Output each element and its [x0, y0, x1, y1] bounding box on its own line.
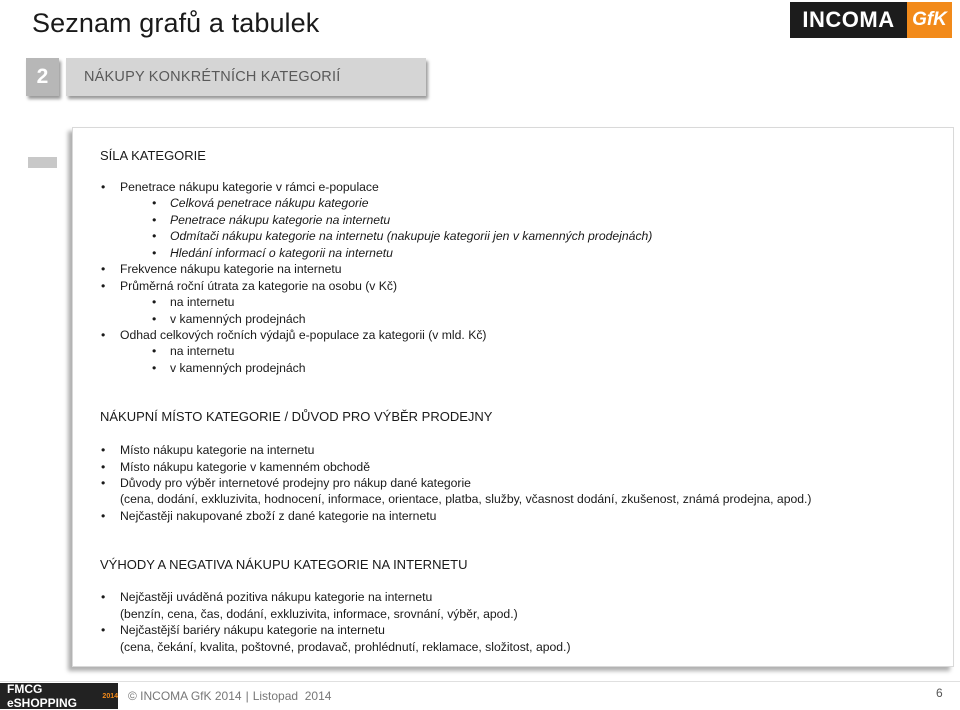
footer-copyright-text: © INCOMA GfK 2014: [128, 689, 242, 703]
list-item: • Nejčastější bariéry nákupu kategorie na internetu: [120, 623, 385, 637]
footer-logo-text: FMCG eSHOPPING: [7, 682, 78, 710]
list-item: • Místo nákupu kategorie na internetu: [120, 443, 314, 457]
list-item: • Frekvence nákupu kategorie na internetu: [120, 262, 342, 276]
heading-nakupni-misto: NÁKUPNÍ MÍSTO KATEGORIE / DŮVOD PRO VÝBĚR PRODEJNY: [100, 409, 493, 424]
list-item: • Důvody pro výběr internetové prodejny pro nákup dané kategorie: [120, 476, 471, 490]
page-number: 6: [936, 686, 943, 700]
list-item: • Hledání informací o kategorii na internetu: [170, 246, 393, 260]
list-item-detail: (cena, čekání, kvalita, poštovné, prodavač, prohlédnutí, reklamace, složitost, apod.): [120, 640, 571, 654]
list-item: • Místo nákupu kategorie v kamenném obchodě: [120, 460, 370, 474]
list-item: • Celková penetrace nákupu kategorie: [170, 196, 369, 210]
footer-copyright: © INCOMA GfK 2014 | Listopad 2014: [128, 689, 332, 703]
incoma-logo: INCOMA: [790, 2, 907, 38]
list-item-detail: (benzín, cena, čas, dodání, exkluzivita, informace, srovnání, výběr, apod.): [120, 607, 518, 621]
side-tab-marker: [28, 157, 57, 168]
list-item: • Nejčastěji nakupované zboží z dané kategorie na internetu: [120, 509, 436, 523]
list-item: • Penetrace nákupu kategorie na internetu: [170, 213, 390, 227]
footer-logo-year: 2014: [102, 692, 118, 700]
heading-vyhody-negativa: VÝHODY A NEGATIVA NÁKUPU KATEGORIE NA INTERNETU: [100, 557, 468, 572]
section-number: 2: [26, 58, 59, 96]
list-item: • Penetrace nákupu kategorie v rámci e-populace: [120, 180, 379, 194]
list-item: • Odmítači nákupu kategorie na internetu (nakupuje kategorii jen v kamenných prodejnách): [170, 229, 652, 243]
list-item: • Průměrná roční útrata za kategorie na osobu (v Kč): [120, 279, 397, 293]
list-item: • Nejčastěji uváděná pozitiva nákupu kategorie na internetu: [120, 590, 432, 604]
list-item: • na internetu: [170, 344, 234, 358]
list-item: • Odhad celkových ročních výdajů e-populace za kategorii (v mld. Kč): [120, 328, 486, 342]
page-title: Seznam grafů a tabulek: [32, 8, 320, 38]
list-item-detail: (cena, dodání, exkluzivita, hodnocení, informace, orientace, platba, služby, včasnost dodání, zkušenost, známá prodejna, apod.): [120, 492, 812, 506]
company-logo: [790, 2, 952, 38]
list-item: • v kamenných prodejnách: [170, 361, 306, 375]
footer-date: Listopad 2014: [252, 689, 332, 703]
footer-divider: [0, 681, 960, 682]
list-item: • na internetu: [170, 295, 234, 309]
gfk-logo: GfK: [907, 2, 952, 38]
list-item: • v kamenných prodejnách: [170, 312, 306, 326]
footer-logo: [0, 683, 118, 709]
heading-sila-kategorie: SÍLA KATEGORIE: [100, 148, 206, 163]
section-title: NÁKUPY KONKRÉTNÍCH KATEGORIÍ: [66, 58, 426, 96]
